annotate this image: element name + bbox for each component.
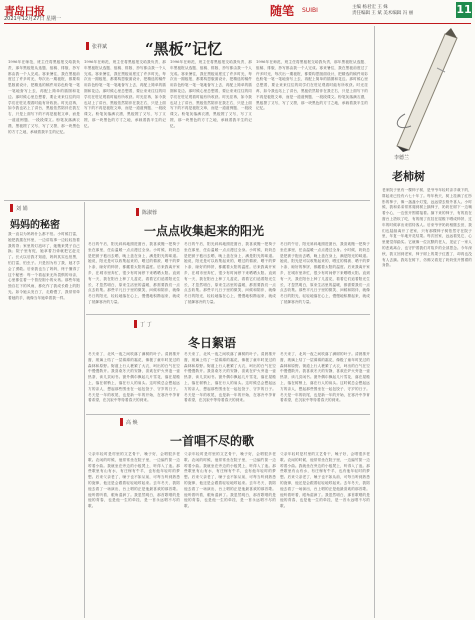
article-body-song-3: 父亲年轻时是村里的文艺骨干，嗓子好，会唱很多老歌。农闲的时候，他常常坐在院子里，一边编竹筐一边哼着小曲。我就坐在旁边的小板凳上，听得入了迷。那些歌里有山有水，有庄稼有牛羊，也有他年轻时的梦想。后来父亲老了，嗓子也不如从前，可每当听到熟悉的旋律，他还是会跟着轻轻地哼起来。去年冬天，我陪他去看了一场演出，台上唱的正是他最喜欢的那首歌。他听着听着，眼角湿润了。我忽然明白，那首歌唱的是他的青春，也是他一生的牵挂，是一首永远唱不尽的歌。: [280, 452, 370, 509]
author-marker: [86, 42, 89, 50]
pen-illustration: [375, 28, 473, 153]
divider: [86, 414, 370, 415]
divider: [86, 314, 370, 315]
article-body-tree: 老家院子里有一棵柿子树，是爷爷年轻时亲手栽下的，算起来已经有六七十年了。每年秋天，树上挂满了红彤彤的柿子，像一盏盏小灯笼，远远望去格外喜人。小时候，我和弟弟常常爬到树上摘柿子，奶奶在树下一边喊着小心，一边张开围裙接着。摘下来的柿子，有的放在窗台上捂软了吃，有的削了皮挂在屋檐下晒成柿饼，过年的时候拿出来招待客人。后来爷爷奶奶相继去世，我们也陆续离开了老家，只有那棵柿子树依然守在院子里，年复一年地开花结果。每次回家，远远看见它，心里便觉得踏实。它就像一位沉默的老人，见证了一家人的悲欢离合，也守护着我们对故乡的全部思念。今年深秋，我又回到老家，柿子树上的果子红透了，却再也没有人去摘。我站在树下，仿佛又看见了奶奶张开围裙的身影。: [382, 188, 472, 268]
dateline: 2021年12月27日 星期一: [4, 16, 62, 22]
masthead: 青岛日报: [4, 5, 44, 18]
article-body-song-1: 父亲年轻时是村里的文艺骨干，嗓子好，会唱很多老歌。农闲的时候，他常常坐在院子里，一边编竹筐一边哼着小曲。我就坐在旁边的小板凳上，听得入了迷。那些歌里有山有水，有庄稼有牛羊，也有他年轻时的梦想。后来父亲老了，嗓子也不如从前，可每当听到熟悉的旋律，他还是会跟着轻轻地哼起来。去年冬天，我陪他去看了一场演出，台上唱的正是他最喜欢的那首歌。他听着听着，眼角湿润了。我忽然明白，那首歌唱的是他的青春，也是他一生的牵挂，是一首永远唱不尽的歌。: [88, 452, 180, 509]
article-body-blackboard-2: 1996年在师范，班主任将黑板报交给我负责，那年黑板报从选题、组稿、排版、抄写都由我一个人完成。寒来暑往，我在黑板前度过了许多时光，每次出一期板报，都要构思版面设计，把精选的稿件用彩色粉笔一笔一笔地誊写上去，再配上简单的插图和花边。那时候心里总想着，要让来来往往的同学们在驻足观看时能有所收获。时光荏苒，如今我也站上了讲台，黑板依然陪伴在我左右，只是上面写下的不再是板报文章，而是一道道例题、一段段课文。粉笔灰落满衣襟，黑板擦了又写，写了又擦，那一块黑色的方寸之地，承载着我半生的记忆。: [84, 60, 166, 128]
article-author-mother: 刘 娟: [16, 206, 28, 212]
editors-credit: 主编 杨君宏 王 姝 责任编辑 王 斌 美术编辑 冯 丽: [352, 5, 414, 16]
article-body-sunlight-1: 冬日的午后，阳光斜斜地照进窗台，我喜欢搬一把椅子坐在那里，任由温暖一点点漫过全身。小时候，奶奶总是把被子抱出去晒，晚上盖在身上，满是阳光的味道。她说，阳光是可以收集起来的，晒过的棉被、晒干的萝卜条、晾好的柿饼，都藏着太阳的温度。后来我离开家乡，在城市里奔忙，很少有时间停下来晒晒太阳。直到有一天，我在阳台上种了几盆花，看着它们追着阳光生长，才忽然明白，原来生活里的温暖，都需要我们一点点去收集。那些平凡日子里的微笑、问候和陪伴，就像冬日的阳光，轻轻地落在心上，慢慢地积攒起来，就成了抵御寒冷的力量。: [88, 242, 180, 304]
page-header: [0, 0, 475, 24]
article-body-blackboard-3: 1996年在师范，班主任将黑板报交给我负责，那年黑板报从选题、组稿、排版、抄写都由我一个人完成。寒来暑往，我在黑板前度过了许多时光，每次出一期板报，都要构思版面设计，把精选的稿件用彩色粉笔一笔一笔地誊写上去，再配上简单的插图和花边。那时候心里总想着，要让来来往往的同学们在驻足观看时能有所收获。时光荏苒，如今我也站上了讲台，黑板依然陪伴在我左右，只是上面写下的不再是板报文章，而是一道道例题、一段段课文。粉笔灰落满衣襟，黑板擦了又写，写了又擦，那一块黑色的方寸之地，承载着我半生的记忆。: [170, 60, 252, 128]
article-author-song: 高 焕: [126, 420, 138, 426]
article-body-winter-2: 冬天来了，北风一夜之间吹落了满树的叶子。清晨推开窗，玻璃上结了一层薄薄的霜花，像极了童年时见过的森林和原野。街道上行人裹紧了大衣，呵出的白气在空中慢慢散开。我喜欢冬天的安静，喜欢在炉火旁泡一壶热茶，读几页闲书。窗外偶尔飘起几片雪花，落在屋檐上，落在树梢上，落在行人的肩头。这时候总会想起远方的亲人，想起那些围坐在一起包饺子、守岁的日子。冬天是一年的收尾，也是新一年的开始，在寒冷中孕育着希望，在沉寂中等待着春天的到来。: [184, 352, 276, 403]
column-title-en: SUIBI: [302, 7, 318, 14]
author-marker: [10, 204, 13, 212]
article-title-blackboard: “黑板”记忆: [145, 40, 223, 58]
article-title-winter: 冬日絮语: [188, 336, 237, 350]
article-body-winter-1: 冬天来了，北风一夜之间吹落了满树的叶子。清晨推开窗，玻璃上结了一层薄薄的霜花，像极了童年时见过的森林和原野。街道上行人裹紧了大衣，呵出的白气在空中慢慢散开。我喜欢冬天的安静，喜欢在炉火旁泡一壶热茶，读几页闲书。窗外偶尔飘起几片雪花，落在屋檐上，落在树梢上，落在行人的肩头。这时候总会想起远方的亲人，想起那些围坐在一起包饺子、守岁的日子。冬天是一年的收尾，也是新一年的开始，在寒冷中孕育着希望，在沉寂中等待着春天的到来。: [88, 352, 180, 403]
article-body-sunlight-3: 冬日的午后，阳光斜斜地照进窗台，我喜欢搬一把椅子坐在那里，任由温暖一点点漫过全身。小时候，奶奶总是把被子抱出去晒，晚上盖在身上，满是阳光的味道。她说，阳光是可以收集起来的，晒过的棉被、晒干的萝卜条、晾好的柿饼，都藏着太阳的温度。后来我离开家乡，在城市里奔忙，很少有时间停下来晒晒太阳。直到有一天，我在阳台上种了几盆花，看着它们追着阳光生长，才忽然明白，原来生活里的温暖，都需要我们一点点去收集。那些平凡日子里的微笑、问候和陪伴，就像冬日的阳光，轻轻地落在心上，慢慢地积攒起来，就成了抵御寒冷的力量。: [280, 242, 370, 304]
article-title-sunlight: 一点点收集起来的阳光: [144, 224, 265, 238]
author-marker: [134, 320, 137, 328]
page-number: 11: [456, 3, 472, 16]
column-divider-right: [374, 26, 375, 618]
article-author-blackboard: 张祥斌: [92, 44, 108, 50]
article-body-mother: 我一直以为妈妈什么都不怕。小时候打雷，她把我搂在怀里，一边讲故事一边轻轻拍着我的背；家里的灯泡坏了，她搬来凳子自己换；院子里有蛇，她拿着扫帚就把它赶走了。长大以后我才知道，妈妈其实也怕黑，怕打雷，怕虫子。只是因为有了我，她才学会了勇敢。后来我也当了妈妈，终于懂得了这个秘密：每一个看起来无所畏惧的母亲，心里都住着一个曾经胆小的女孩。那些年她独自扛下的风雨，都化作了我成长路上的阳光。如今她头发白了，走路慢了，我常常牵着她的手，就像当年她牵着我一样。: [8, 232, 80, 300]
article-body-sunlight-2: 冬日的午后，阳光斜斜地照进窗台，我喜欢搬一把椅子坐在那里，任由温暖一点点漫过全身。小时候，奶奶总是把被子抱出去晒，晚上盖在身上，满是阳光的味道。她说，阳光是可以收集起来的，晒过的棉被、晒干的萝卜条、晾好的柿饼，都藏着太阳的温度。后来我离开家乡，在城市里奔忙，很少有时间停下来晒晒太阳。直到有一天，我在阳台上种了几盆花，看着它们追着阳光生长，才忽然明白，原来生活里的温暖，都需要我们一点点去收集。那些平凡日子里的微笑、问候和陪伴，就像冬日的阳光，轻轻地落在心上，慢慢地积攒起来，就成了抵御寒冷的力量。: [184, 242, 276, 304]
article-body-blackboard-1: 1996年在师范，班主任将黑板报交给我负责，那年黑板报从选题、组稿、排版、抄写都由我一个人完成。寒来暑往，我在黑板前度过了许多时光，每次出一期板报，都要构思版面设计，把精选的稿件用彩色粉笔一笔一笔地誊写上去，再配上简单的插图和花边。那时候心里总想着，要让来来往往的同学们在驻足观看时能有所收获。时光荏苒，如今我也站上了讲台，黑板依然陪伴在我左右，只是上面写下的不再是板报文章，而是一道道例题、一段段课文。粉笔灰落满衣襟，黑板擦了又写，写了又擦，那一块黑色的方寸之地，承载着我半生的记忆。: [8, 60, 80, 134]
article-body-blackboard-4: 1996年在师范，班主任将黑板报交给我负责，那年黑板报从选题、组稿、排版、抄写都由我一个人完成。寒来暑往，我在黑板前度过了许多时光，每次出一期板报，都要构思版面设计，把精选的稿件用彩色粉笔一笔一笔地誊写上去，再配上简单的插图和花边。那时候心里总想着，要让来来往往的同学们在驻足观看时能有所收获。时光荏苒，如今我也站上了讲台，黑板依然陪伴在我左右，只是上面写下的不再是板报文章，而是一道道例题、一段段课文。粉笔灰落满衣襟，黑板擦了又写，写了又擦，那一块黑色的方寸之地，承载着我半生的记忆。: [256, 60, 368, 111]
article-body-winter-3: 冬天来了，北风一夜之间吹落了满树的叶子。清晨推开窗，玻璃上结了一层薄薄的霜花，像极了童年时见过的森林和原野。街道上行人裹紧了大衣，呵出的白气在空中慢慢散开。我喜欢冬天的安静，喜欢在炉火旁泡一壶热茶，读几页闲书。窗外偶尔飘起几片雪花，落在屋檐上，落在树梢上，落在行人的肩头。这时候总会想起远方的亲人，想起那些围坐在一起包饺子、守岁的日子。冬天是一年的收尾，也是新一年的开始，在寒冷中孕育着希望，在沉寂中等待着春天的到来。: [280, 352, 370, 403]
divider: [4, 200, 370, 201]
article-body-song-2: 父亲年轻时是村里的文艺骨干，嗓子好，会唱很多老歌。农闲的时候，他常常坐在院子里，一边编竹筐一边哼着小曲。我就坐在旁边的小板凳上，听得入了迷。那些歌里有山有水，有庄稼有牛羊，也有他年轻时的梦想。后来父亲老了，嗓子也不如从前，可每当听到熟悉的旋律，他还是会跟着轻轻地哼起来。去年冬天，我陪他去看了一场演出，台上唱的正是他最喜欢的那首歌。他听着听着，眼角湿润了。我忽然明白，那首歌唱的是他的青春，也是他一生的牵挂，是一首永远唱不尽的歌。: [184, 452, 276, 509]
article-title-mother: 妈妈的秘密: [10, 220, 60, 231]
article-author-sunlight: 陈淑蓉: [142, 210, 158, 216]
article-author-winter: 丁 丁: [140, 322, 152, 328]
column-divider-left: [84, 202, 85, 618]
author-marker: [136, 208, 139, 216]
author-marker: [120, 418, 123, 426]
article-title-tree: 老柿树: [392, 170, 425, 183]
article-author-tree: 李德兰: [394, 155, 410, 161]
column-title: 随笔: [270, 4, 295, 18]
article-title-song: 一首唱不尽的歌: [170, 434, 255, 448]
header-rule: [4, 23, 471, 24]
